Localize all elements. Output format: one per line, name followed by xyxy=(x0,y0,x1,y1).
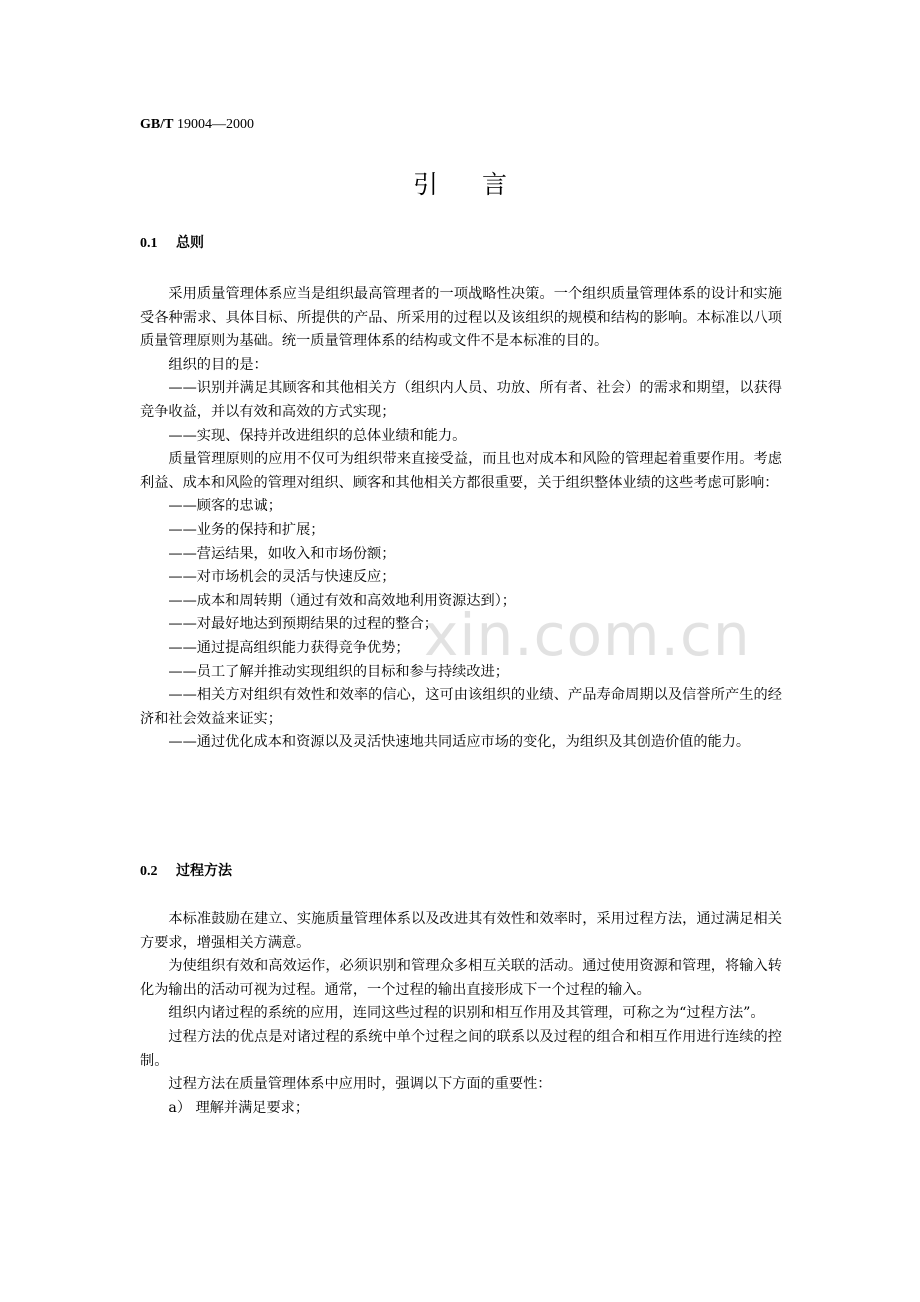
section-title: 过程方法 xyxy=(176,863,232,879)
standard-code xyxy=(140,116,254,134)
list-item: ——业务的保持和扩展； xyxy=(168,521,325,538)
section-title: 总则 xyxy=(176,235,204,251)
section-body-0-2 xyxy=(140,908,782,1120)
list-item: ——成本和周转期（通过有效和高效地利用资源达到）； xyxy=(168,592,516,609)
list-item: ——对市场机会的灵活与快速反应； xyxy=(168,569,396,586)
section-number: 0.2 xyxy=(140,864,158,879)
paragraph: 采用质量管理体系应当是组织最高管理者的一项战略性决策。一个组织质量管理体系的设计和实施受各种需求、具体目标、所提供的产品、所采用的过程以及该组织的规模和结构的影响。本标准以八项质量管理原则为基础。统一质量管理体系的结构或文件不是本标准的目的。 xyxy=(140,286,782,350)
list-item: a） 理解并满足要求； xyxy=(168,1099,310,1116)
section-body-0-1 xyxy=(140,283,782,755)
paragraph: 质量管理原则的应用不仅可为组织带来直接受益，而且也对成本和风险的管理起着重要作用。考虑利益、成本和风险的管理对组织、顾客和其他相关方都很重要，关于组织整体业绩的这些考虑可影响： xyxy=(140,451,782,491)
list-item: ——识别并满足其顾客和其他相关方（组织内人员、功放、所有者、社会）的需求和期望，以获得竞争收益，并以有效和高效的方式实现； xyxy=(140,380,782,420)
section-number: 0.1 xyxy=(140,236,158,251)
paragraph: 本标准鼓励在建立、实施质量管理体系以及改进其有效性和效率时，采用过程方法，通过满足相关方要求，增强相关方满意。 xyxy=(140,911,782,951)
list-item: ——通过优化成本和资源以及灵活快速地共同适应市场的变化，为组织及其创造价值的能力。 xyxy=(168,734,751,751)
standard-number: 19004—2000 xyxy=(173,117,254,132)
list-item: ——对最好地达到预期结果的过程的整合； xyxy=(168,616,438,633)
watermark: xin.com.cn xyxy=(424,601,751,669)
paragraph: 过程方法的优点是对诸过程的系统中单个过程之间的联系以及过程的组合和相互作用进行连续的控制。 xyxy=(140,1028,782,1069)
standard-prefix: GB/T xyxy=(140,117,174,132)
list-item: ——员工了解并推动实现组织的目标和参与持续改进； xyxy=(168,663,509,680)
list-item: ——相关方对组织有效性和效率的信心，这可由该组织的业绩、产品寿命周期以及信誉所产生的经济和社会效益来证实； xyxy=(140,687,782,727)
list-item: ——实现、保持并改进组织的总体业绩和能力。 xyxy=(168,427,467,444)
paragraph: 过程方法在质量管理体系中应用时，强调以下方面的重要性： xyxy=(168,1076,552,1093)
section-heading-0-1 xyxy=(140,234,204,253)
paragraph: 组织的目的是： xyxy=(168,356,268,373)
page-title: 引言 xyxy=(412,170,551,199)
paragraph: 组织内诸过程的系统的应用，连同这些过程的识别和相互作用及其管理，可称之为“过程方法”。 xyxy=(168,1005,765,1022)
paragraph: 为使组织有效和高效运作，必须识别和管理众多相互关联的活动。通过使用资源和管理，将输入转化为输出的活动可视为过程。通常，一个过程的输出直接形成下一个过程的输入。 xyxy=(140,958,782,998)
list-item: ——通过提高组织能力获得竞争优势； xyxy=(168,639,410,656)
list-item: ——顾客的忠诚； xyxy=(168,498,282,515)
list-item: ——营运结果，如收入和市场份额； xyxy=(168,545,396,562)
section-heading-0-2 xyxy=(140,862,232,881)
